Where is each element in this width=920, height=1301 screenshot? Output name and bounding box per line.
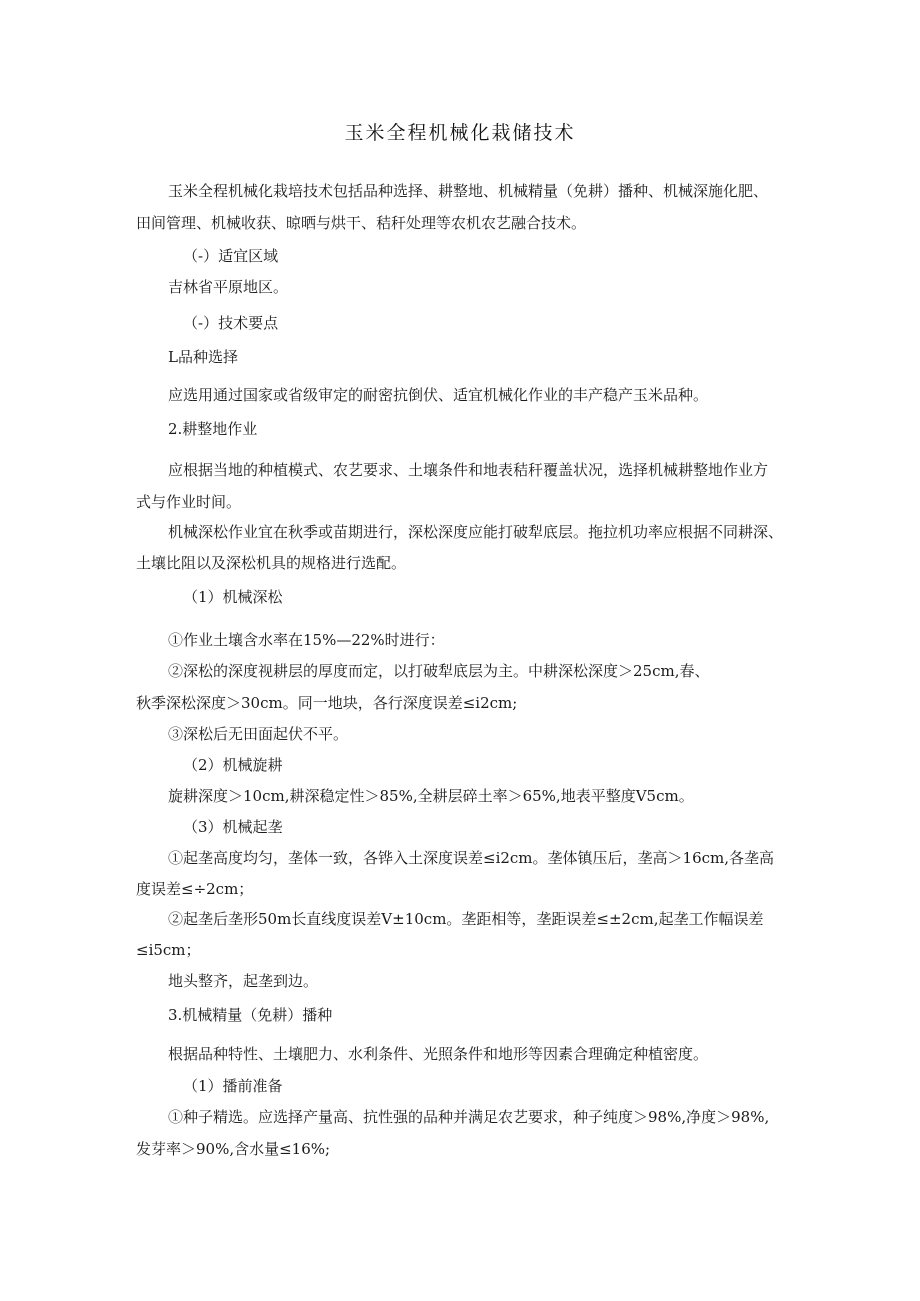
paragraph-line: ①起垄高度均匀，垄体一致，各铧入土深度误差≤i2cm。垄体镇压后，垄高＞16cm,各垄高 [168,849,775,867]
paragraph-line: 式与作业时间。 [136,493,242,511]
subsection-heading: L品种选择 [168,348,238,366]
item-heading: （3）机械起垄 [183,818,283,836]
paragraph-line: 机械深松作业宜在秋季或苗期进行，深松深度应能打破犁底层。拖拉机功率应根据不同耕深、 [168,523,784,541]
paragraph-line: 玉米全程机械化栽培技术包括品种选择、耕整地、机械精量（免耕）播种、机械深施化肥、 [168,182,769,200]
item-heading: （1）机械深松 [183,588,283,606]
paragraph-line: ≤i5cm； [136,941,201,959]
subsection-heading: 2.耕整地作业 [168,420,258,438]
paragraph-line: 秋季深松深度＞30cm。同一地块，各行深度误差≤i2cm; [136,694,518,712]
paragraph-line: 应选用通过国家或省级审定的耐密抗倒伏、适宜机械化作业的丰产稳产玉米品种。 [168,386,709,404]
paragraph-line: ①作业土壤含水率在15%—22%时进行： [168,631,445,649]
paragraph-line: ③深松后无田面起伏不平。 [168,725,349,743]
paragraph-line: ②起垄后垄形50m长直线度误差V±10cm。垄距相等，垄距误差≤±2cm,起垄工作幅误差 [168,910,764,928]
paragraph-line: 旋耕深度＞10cm,耕深稳定性＞85%,全耕层碎土率＞65%,地表平整度V5cm。 [168,787,694,805]
item-heading: （1）播前准备 [183,1077,283,1095]
document-title: 玉米全程机械化栽储技术 [344,122,576,144]
paragraph-line: 田间管理、机械收获、晾晒与烘干、秸秆处理等农机农艺融合技术。 [136,214,587,232]
paragraph-line: 发芽率＞90%,含水量≤16%; [136,1140,331,1158]
paragraph-line: ①种子精选。应选择产量高、抗性强的品种并满足农艺要求，种子纯度＞98%,净度＞98%, [168,1108,770,1126]
section-heading: （-）技术要点 [183,314,279,332]
paragraph-line: 土壤比阻以及深松机具的规格进行选配。 [136,554,407,572]
paragraph-line: 地头整齐，起垄到边。 [168,972,319,990]
paragraph-line: 根据品种特性、土壤肥力、水利条件、光照条件和地形等因素合理确定种植密度。 [168,1045,709,1063]
section-heading: （-）适宜区域 [183,247,279,265]
item-heading: （2）机械旋耕 [183,756,283,774]
paragraph-line: 度误差≤÷2cm； [136,880,254,898]
paragraph-line: ②深松的深度视耕层的厚度而定，以打破犁底层为主。中耕深松深度＞25cm,春、 [168,662,710,680]
paragraph-line: 吉林省平原地区。 [168,278,289,296]
paragraph-line: 应根据当地的种植模式、农艺要求、土壤条件和地表秸秆覆盖状况，选择机械耕整地作业方 [168,461,769,479]
subsection-heading: 3.机械精量（免耕）播种 [168,1006,333,1024]
